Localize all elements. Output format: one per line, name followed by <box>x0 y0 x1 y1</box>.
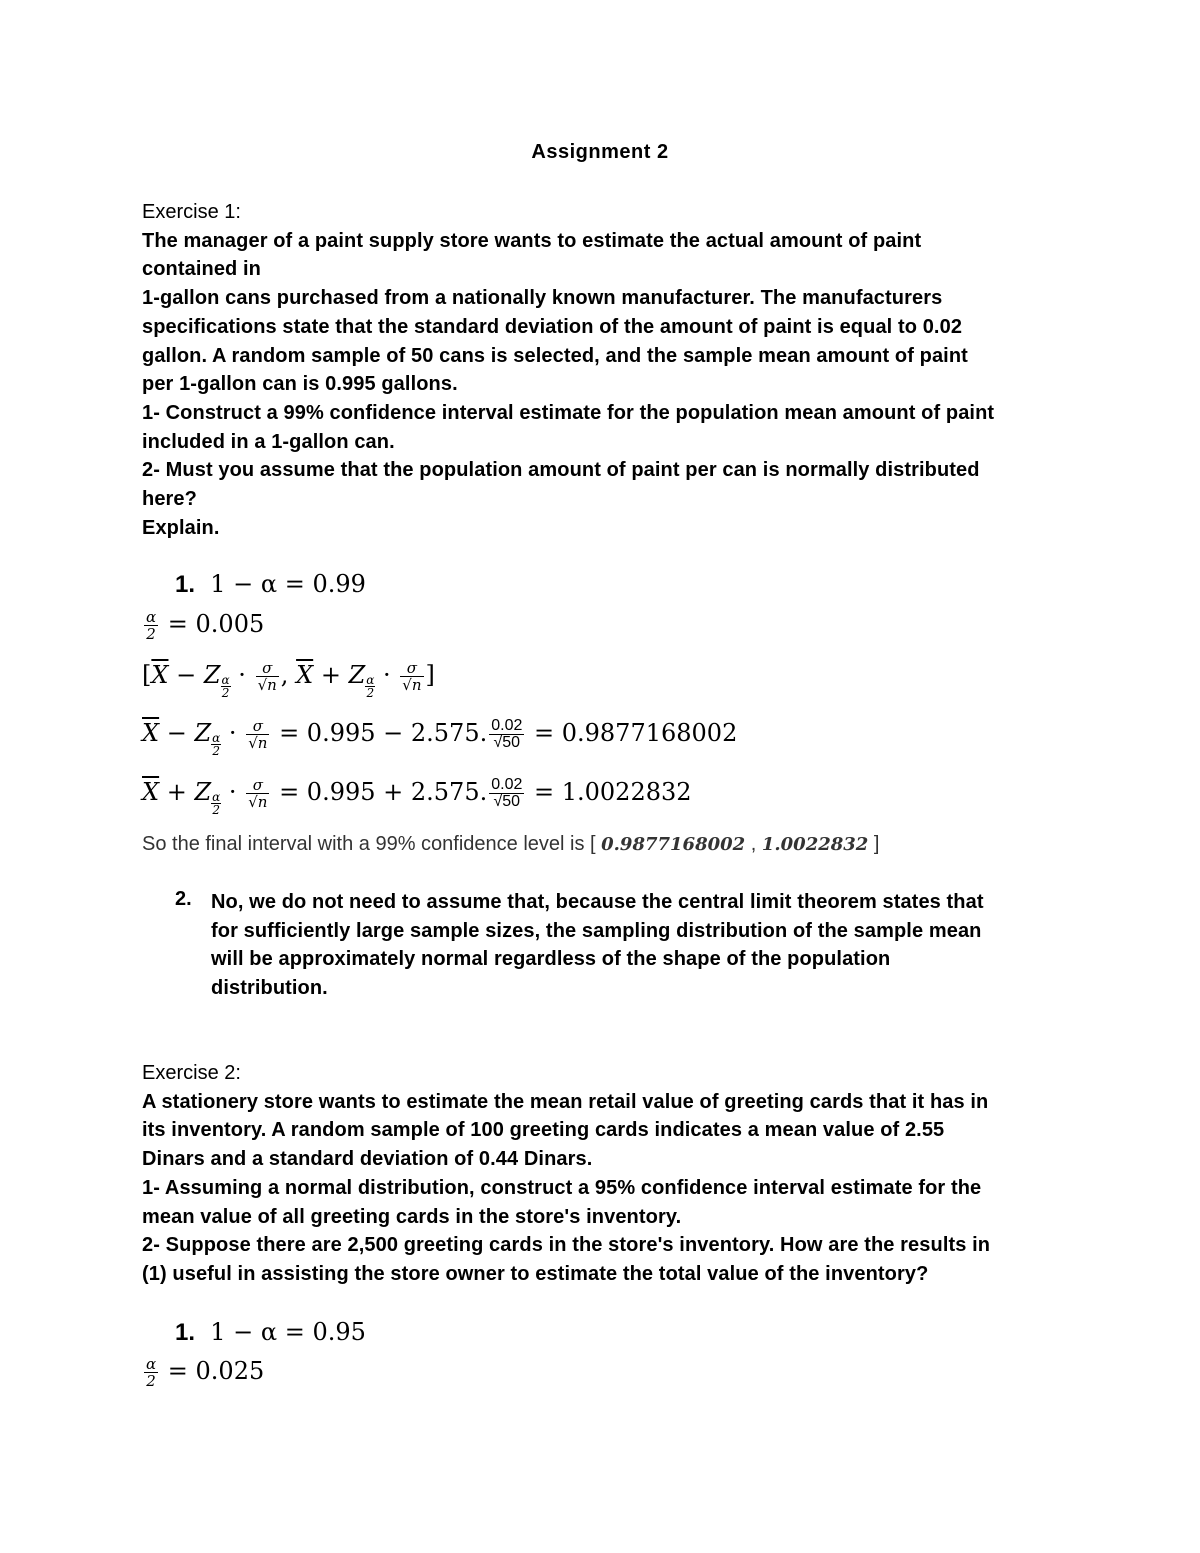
statement-line: Dinars and a standard deviation of 0.44 Dinars. <box>142 1148 593 1171</box>
statement-line: included in a 1-gallon can. <box>142 430 395 453</box>
statement-line: The manager of a paint supply store wants to estimate the actual amount of paint <box>142 229 922 252</box>
final-separator: , <box>745 833 762 855</box>
statement-line: gallon. A random sample of 50 cans is selected, and the sample mean amount of paint <box>142 344 968 367</box>
upper-middle: = 0.995 + 2.575. <box>279 778 488 806</box>
z-subscript: $\frac{\alpha}{2}$ <box>366 673 375 700</box>
z-subscript: $\frac{\alpha}{2}$ <box>212 790 221 817</box>
final-interval-prefix: So the final interval with a 99% confidence level is [ <box>142 833 602 855</box>
statement-line: A stationery store wants to estimate the mean retail value of greeting cards that it has in <box>142 1090 989 1113</box>
xbar-symbol: $\overline{X}$ <box>151 661 169 689</box>
exercise-2-heading: Exercise 2: <box>142 1062 241 1084</box>
equation-rhs: = 0.025 <box>167 1357 265 1385</box>
answer-line: No, we do not need to assume that, because the central limit theorem states that <box>211 891 984 913</box>
xbar-symbol: $\overline{X}$ <box>296 661 314 689</box>
ex1-equation-half-alpha <box>142 609 264 642</box>
statement-line: 1- Assuming a normal distribution, construct a 95% confidence interval estimate for the <box>142 1176 982 1199</box>
answer-line: for sufficiently large sample sizes, the sampling distribution of the sample mean <box>211 919 982 942</box>
answer-line: distribution. <box>211 977 328 1000</box>
z-symbol: Z <box>194 778 212 806</box>
sigma-over-sqrt-n: $\frac{\sigma}{√n}$ <box>402 659 422 694</box>
xbar-symbol: $\overline{X}$ <box>142 778 160 806</box>
z-subscript: $\frac{\alpha}{2}$ <box>221 673 230 700</box>
upper-result: = 1.0022832 <box>534 778 692 806</box>
exercise-1-statement <box>142 227 1062 543</box>
z-symbol: Z <box>348 661 366 689</box>
equation-text: 1 − α = 0.99 <box>210 570 366 598</box>
sd-over-sqrt-50: $\frac{0.02}{√50}$ <box>491 776 523 810</box>
statement-line: 2- Suppose there are 2,500 greeting cards in the store's inventory. How are the results in <box>142 1234 991 1257</box>
statement-line: contained in <box>142 258 261 281</box>
solution-item-label: 1. <box>175 571 196 598</box>
statement-line: Explain. <box>142 516 220 539</box>
fraction-denominator: 2 <box>144 625 158 642</box>
answer-line: will be approximately normal regardless of the shape of the population <box>211 948 891 971</box>
ex1-final-interval <box>142 833 879 856</box>
statement-line: specifications state that the standard deviation of the amount of paint is equal to 0.02 <box>142 315 963 338</box>
lower-result: = 0.9877168002 <box>534 719 738 747</box>
exercise-2-section <box>142 1059 1062 1289</box>
exercise-1-heading: Exercise 1: <box>142 201 241 223</box>
sigma-over-sqrt-n: $\frac{\sigma}{√n}$ <box>248 717 268 752</box>
sigma-over-sqrt-n: $\frac{\sigma}{√n}$ <box>248 776 268 811</box>
final-lower: 0.9877168002 <box>601 834 746 855</box>
final-upper: 1.0022832 <box>761 834 869 855</box>
statement-line: 1-gallon cans purchased from a nationally known manufacturer. The manufacturers <box>142 287 943 310</box>
sigma-over-sqrt-n: $\frac{\sigma}{√n}$ <box>257 659 277 694</box>
lower-middle: = 0.995 − 2.575. <box>279 719 488 747</box>
fraction-denominator: 2 <box>144 1372 158 1389</box>
statement-line: per 1-gallon can is 0.995 gallons. <box>142 373 458 396</box>
fraction-numerator: α <box>146 608 157 626</box>
statement-line: its inventory. A random sample of 100 greeting cards indicates a mean value of 2.55 <box>142 1119 945 1142</box>
fraction-numerator: α <box>146 1355 157 1373</box>
ex2-equation-half-alpha <box>142 1356 264 1389</box>
solution-item-label: 1. <box>175 1319 196 1346</box>
exercise-2-statement <box>142 1088 1062 1289</box>
ex1-equation-alpha <box>175 572 366 597</box>
statement-line: mean value of all greeting cards in the store's inventory. <box>142 1205 682 1228</box>
statement-line: 2- Must you assume that the population amount of paint per can is normally distributed <box>142 459 980 482</box>
z-subscript: $\frac{\alpha}{2}$ <box>212 731 221 758</box>
statement-line: here? <box>142 488 197 511</box>
equation-text: 1 − α = 0.95 <box>210 1318 366 1346</box>
final-suffix: ] <box>868 833 880 855</box>
answer-2-text <box>211 888 1061 1003</box>
z-symbol: Z <box>203 661 221 689</box>
page-title: Assignment 2 <box>531 141 669 163</box>
fraction <box>144 1356 158 1389</box>
xbar-symbol: $\overline{X}$ <box>142 719 160 747</box>
ex1-lower-bound: $\overline{X} - Z$ $\frac{\alpha}{2}$ · $\frac{\sigma}{√n}$ = 0.995 − 2.575. $\frac{0.02}{√50}$ = 0.9877168002 <box>142 717 738 758</box>
fraction <box>144 609 158 642</box>
z-symbol: Z <box>194 719 212 747</box>
ex1-interval-formula: [$\overline{X} - Z$ $\frac{\alpha}{2}$ · $\frac{\sigma}{√n}$ , $\overline{X} + Z$ $\frac{\alpha}{2}$ · $\frac{\sigma}{√n}$ ] <box>142 659 435 700</box>
statement-line: 1- Construct a 99% confidence interval estimate for the population mean amount of paint <box>142 401 995 424</box>
ex1-upper-bound: $\overline{X} + Z$ $\frac{\alpha}{2}$ · $\frac{\sigma}{√n}$ = 0.995 + 2.575. $\frac{0.02}{√50}$ = 1.0022832 <box>142 776 692 817</box>
sd-over-sqrt-50: $\frac{0.02}{√50}$ <box>491 717 523 751</box>
ex2-equation-alpha <box>175 1320 366 1345</box>
list-marker: 2. <box>175 888 192 910</box>
equation-rhs: = 0.005 <box>167 610 265 638</box>
exercise-1-section <box>142 198 1062 542</box>
statement-line: (1) useful in assisting the store owner to estimate the total value of the inventory? <box>142 1262 929 1285</box>
